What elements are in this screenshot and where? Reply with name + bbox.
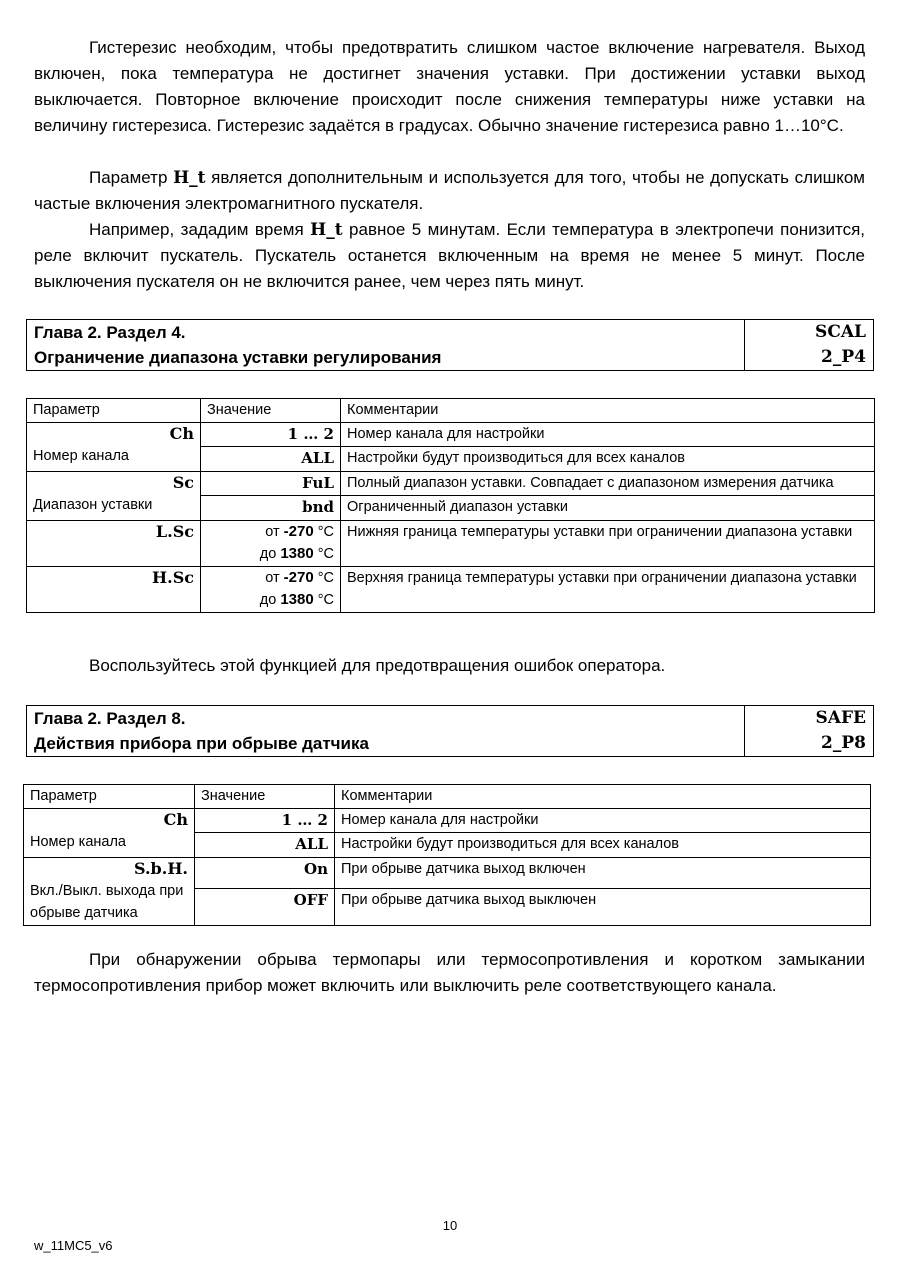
table-row [27, 471, 875, 496]
table-header-row [27, 399, 875, 423]
unit-celsius: °С [313, 523, 334, 540]
value-all: ALL [295, 835, 328, 853]
section4-header [26, 319, 874, 371]
page-number: 10 [442, 1218, 458, 1233]
comment-output-on: При обрыве датчика выход включен [335, 857, 871, 888]
param-ch-cell [27, 422, 201, 471]
param-code-ht: H_t [310, 220, 343, 240]
comment-channel-number: Номер канала для настройки [335, 808, 871, 833]
table-header-row [24, 785, 871, 809]
table-row [27, 520, 875, 566]
comment-output-off: При обрыве датчика выход выключен [335, 888, 871, 925]
table-row [27, 566, 875, 612]
value-on: On [304, 859, 328, 878]
param-hsc-cell [27, 566, 201, 612]
param-desc-sc: Диапазон уставки [33, 496, 153, 513]
comment-channel-number: Номер канала для настройки [341, 422, 875, 447]
column-header-param: Параметр [27, 399, 201, 423]
section4-code-p4: 2_P4 [821, 347, 866, 367]
value-min: -270 [283, 522, 314, 540]
text-span: Параметр [89, 168, 174, 187]
intro-paragraph-example [34, 217, 865, 295]
value-channel-range: 1 … 2 [281, 810, 328, 829]
column-header-value: Значение [201, 399, 341, 423]
value-lsc-range [201, 520, 341, 566]
table-row [24, 857, 871, 888]
comment-upper-limit: Верхняя граница температуры уставки при ограничении диапазона уставки [341, 566, 875, 612]
param-ch-cell [24, 808, 195, 857]
param-code-ht: H_t [173, 168, 206, 188]
param-desc-sbh: Вкл./Выкл. выхода при обрыве датчика [30, 882, 184, 921]
intro-paragraph-hysteresis: Гистерезис необходим, чтобы предотвратить слишком частое включение нагревателя. Выход включен, пока температура не достигнет значения уставки. При достижении уставки выход выключается. Повторное включение происходит после снижения температуры ниже уставки на величину гистерезиса. Гистерезис задаётся в градусах. Обычно значение гистерезиса равно 1…10°С. [34, 38, 865, 135]
section4-chapter: Глава 2. Раздел 4. [34, 323, 186, 342]
param-name-sc: Sc [172, 472, 194, 492]
param-lsc-cell [27, 520, 201, 566]
param-sbh-cell [24, 857, 195, 925]
comment-all-channels: Настройки будут производиться для всех каналов [335, 833, 871, 858]
param-desc-ch: Номер канала [30, 833, 126, 850]
value-max: 1380 [280, 545, 314, 562]
value-all: ALL [301, 449, 334, 467]
value-hsc-range [201, 566, 341, 612]
section8-codes [745, 706, 874, 757]
column-header-comment: Комментарии [335, 785, 871, 809]
param-name-ch: Ch [163, 809, 188, 829]
text-span: является дополнительным и используется для того, чтобы не допускать слишком частые включения электромагнитного пускателя. [34, 168, 865, 213]
value-channel-range: 1 … 2 [287, 424, 334, 443]
section8-code-safe: SAFE [815, 708, 866, 728]
document-id: w_11MC5_v6 [34, 1238, 113, 1253]
text-span: от [265, 569, 284, 586]
column-header-param: Параметр [24, 785, 195, 809]
param-name-ch: Ch [169, 423, 194, 443]
param-sc-cell [27, 471, 201, 520]
section8-param-table [23, 784, 871, 926]
unit-celsius: °С [313, 569, 334, 586]
text-span: до [259, 546, 281, 562]
outro-paragraph: При обнаружении обрыва термопары или термосопротивления и коротком замыкании термосопротивления прибор может включить или выключить реле соответствующего канала. [34, 950, 865, 995]
text-span: до [259, 592, 281, 608]
comment-lower-limit: Нижняя граница температуры уставки при ограничении диапазона уставки [341, 520, 875, 566]
value-min: -270 [283, 568, 314, 586]
text-span: от [265, 523, 284, 540]
mid-paragraph: Воспользуйтесь этой функцией для предотвращения ошибок оператора. [89, 656, 666, 675]
section8-code-p8: 2_P8 [821, 733, 866, 753]
value-off: OFF [293, 890, 328, 909]
text-span: равное 5 минутам. Если температура в электропечи понизится, реле включит пускатель. Пускатель останется включенным на время не менее 5 минут. После выключения пускателя он не включится ранее, чем через пять минут. [34, 220, 866, 291]
section8-chapter: Глава 2. Раздел 8. [34, 709, 186, 728]
text-span: Например, зададим время [89, 220, 311, 239]
value-bnd: bnd [302, 498, 334, 516]
comment-limited-range: Ограниченный диапазон уставки [341, 496, 875, 521]
section8-heading: Действия прибора при обрыве датчика [34, 734, 369, 753]
value-ful: FuL [302, 473, 334, 492]
column-header-comment: Комментарии [341, 399, 875, 423]
column-header-value: Значение [195, 785, 335, 809]
section4-param-table [26, 398, 875, 613]
unit-celsius: °С [313, 592, 334, 608]
section8-title [27, 706, 745, 757]
section4-code-scal: SCAL [815, 322, 866, 342]
section4-title [27, 320, 745, 371]
section8-header [26, 705, 874, 757]
param-desc-ch: Номер канала [33, 447, 129, 464]
section4-heading: Ограничение диапазона уставки регулирования [34, 348, 442, 367]
comment-full-range: Полный диапазон уставки. Совпадает с диапазоном измерения датчика [341, 471, 875, 496]
unit-celsius: °С [313, 546, 334, 562]
value-max: 1380 [280, 591, 314, 608]
intro-paragraph-ht [34, 165, 865, 217]
param-name-lsc: L.Sc [155, 521, 194, 541]
param-name-hsc: H.Sc [152, 567, 194, 587]
section4-codes [745, 320, 874, 371]
table-row [24, 808, 871, 833]
param-name-sbh: S.b.H. [134, 858, 188, 878]
comment-all-channels: Настройки будут производиться для всех каналов [341, 447, 875, 472]
table-row [27, 422, 875, 447]
